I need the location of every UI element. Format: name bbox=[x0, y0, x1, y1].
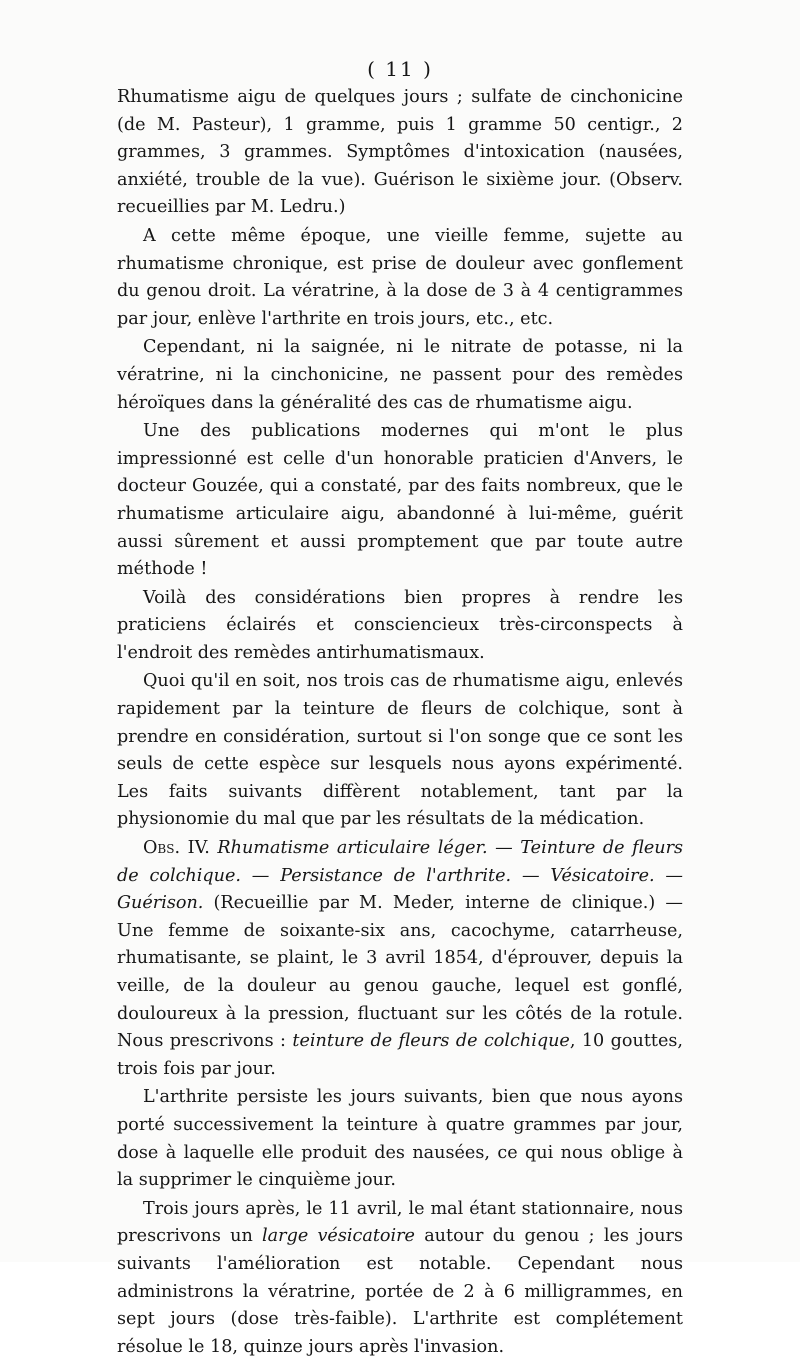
observation-paragraph bbox=[117, 835, 683, 1083]
paragraph-arthrite: L'arthrite persiste les jours suivants, bien que nous ayons porté successivement la teinture à quatre grammes par jour, dose à laquelle elle produit des nausées, ce qui nous oblige à la supprimer le cinquième jour. bbox=[117, 1087, 683, 1191]
paragraph-6: Quoi qu'il en soit, nos trois cas de rhumatisme aigu, enlevés rapidement par la teinture de fleurs de colchique, sont à prendre en considération, surtout si l'on songe que ce sont les seuls de cette espèce sur lesquels nous ayons expérimenté. Les faits suivants diffèrent notablement, tant par la physionomie du mal que par les résultats de la médication. bbox=[117, 671, 683, 830]
paragraph-5: Voilà des considérations bien propres à rendre les praticiens éclairés et consciencieux très-circonspects à l'endroit des remèdes antirhumatismaux. bbox=[117, 587, 683, 663]
paragraph-3: Cependant, ni la saignée, ni le nitrate de potasse, ni la vératrine, ni la cinchonicine, ne passent pour des remèdes héroïques dans la généralité des cas de rhumatisme aigu. bbox=[117, 337, 683, 413]
observation-prescription: teinture de fleurs de colchique bbox=[292, 1031, 570, 1052]
observation-number: IV. bbox=[187, 838, 210, 859]
vesicatoire-text-b: autour du genou ; les jours suivants l'amélioration est notable. Cependant nous administrons la vératrine, portée de 2 à 6 milligrammes, en sept jours (dose très-faible). L'arthrite est complétement résolue le 18, quinze jours après l'invasion. bbox=[117, 1226, 683, 1357]
paragraph-2: A cette même époque, une vieille femme, sujette au rhumatisme chronique, est prise de douleur avec gonflement du genou droit. La vératrine, à la dose de 3 à 4 centigrammes par jour, enlève l'arthrite en trois jours, etc., etc. bbox=[117, 225, 683, 329]
observation-text-a: (Recueillie par M. Meder, interne de clinique.) — Une femme de soixante-six ans, cacochyme, catarrheuse, rhumatisante, se plaint, le 3 avril 1854, d'éprouver, depuis la veille, de la douleur au genou gauche, lequel est gonflé, douloureux à la pression, fluctuant sur les côtés de la rotule. Nous prescrivons : bbox=[117, 893, 683, 1052]
paragraph-4: Une des publications modernes qui m'ont le plus impressionné est celle d'un honorable praticien d'Anvers, le docteur Gouzée, qui a constaté, par des faits nombreux, que le rhumatisme articulaire aigu, abandonné à lui-même, guérit aussi sûrement et aussi promptement que par toute autre méthode ! bbox=[117, 421, 683, 580]
observation-title: Rhumatisme articulaire léger. — Teinture de fleurs de colchique. — Persistance de l'arthrite. — Vésicatoire. — Guérison. bbox=[117, 838, 684, 914]
observation-label: Obs. bbox=[143, 838, 181, 859]
observation-text-b: , 10 gouttes, trois fois par jour. bbox=[117, 1031, 683, 1079]
body-text bbox=[117, 84, 683, 1362]
paragraph-vesicatoire bbox=[117, 1196, 683, 1362]
paragraph-1: Rhumatisme aigu de quelques jours ; sulfate de cinchonicine (de M. Pasteur), 1 gramme, puis 1 gramme 50 centigr., 2 grammes, 3 grammes. Symptômes d'intoxication (nausées, anxiété, trouble de la vue). Guérison le sixième jour. (Observ. recueillies par M. Ledru.) bbox=[117, 87, 683, 218]
vesicatoire-italic: large vésicatoire bbox=[262, 1226, 415, 1247]
page-number: ( 11 ) bbox=[367, 57, 433, 81]
vesicatoire-text-a: Trois jours après, le 11 avril, le mal étant stationnaire, nous prescrivons un bbox=[117, 1198, 683, 1247]
